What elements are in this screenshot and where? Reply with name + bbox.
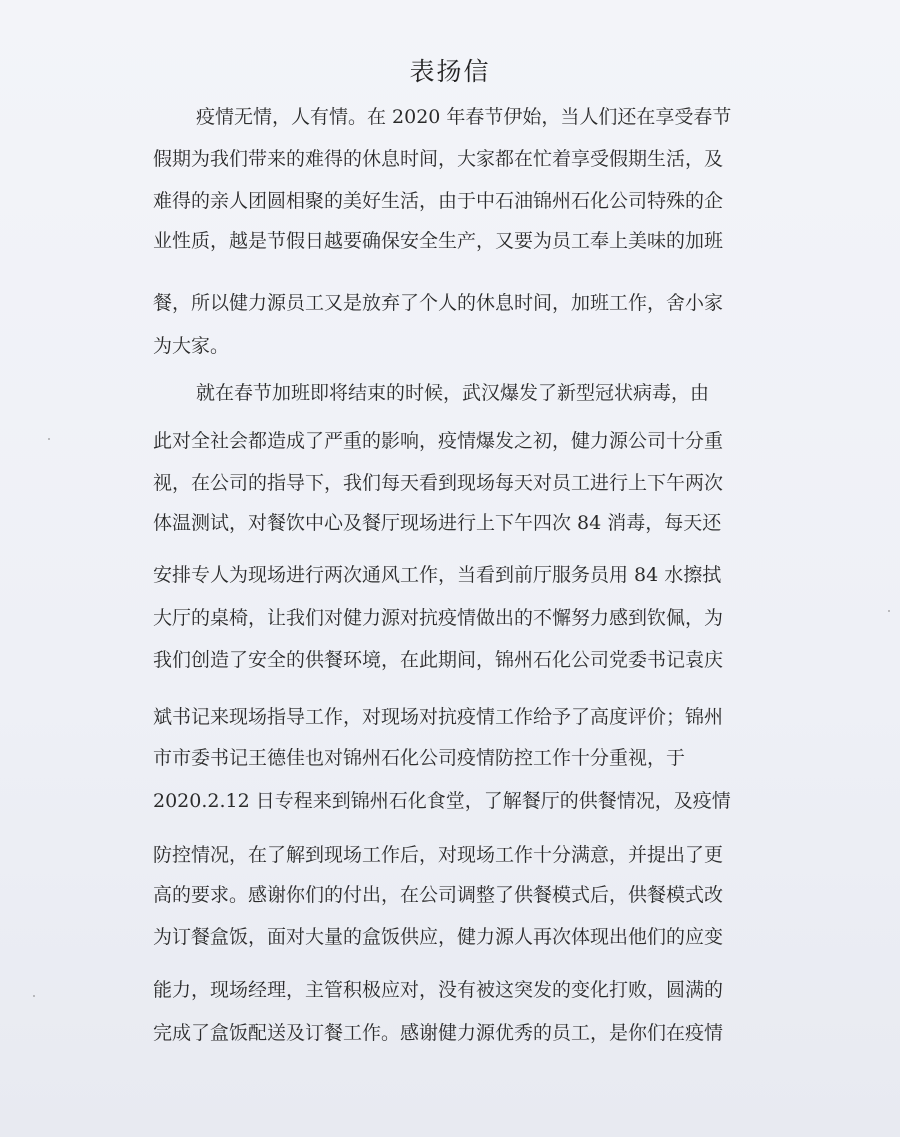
body-line-18: 高的要求。感谢你们的付出，在公司调整了供餐模式后，供餐模式改 xyxy=(153,884,724,906)
body-line-1: 疫情无情，人有情。在 2020 年春节伊始，当人们还在享受春节 xyxy=(196,106,732,128)
scan-speck xyxy=(888,610,890,612)
body-line-19: 为订餐盒饭，面对大量的盒饭供应，健力源人再次体现出他们的应变 xyxy=(153,926,724,948)
letter-title: 表扬信 xyxy=(409,57,491,86)
scan-speck xyxy=(48,438,50,440)
body-line-13: 我们创造了安全的供餐环境，在此期间，锦州石化公司党委书记袁庆 xyxy=(153,649,724,671)
body-line-9: 视，在公司的指导下，我们每天看到现场每天对员工进行上下午两次 xyxy=(153,472,724,494)
body-line-20: 能力，现场经理，主管积极应对，没有被这突发的变化打败，圆满的 xyxy=(153,979,724,1001)
body-line-6: 为大家。 xyxy=(153,335,230,357)
body-line-15: 市市委书记王德佳也对锦州石化公司疫情防控工作十分重视，于 xyxy=(153,747,686,769)
body-line-12: 大厅的桌椅，让我们对健力源对抗疫情做出的不懈努力感到钦佩，为 xyxy=(153,607,724,629)
body-line-17: 防控情况，在了解到现场工作后，对现场工作十分满意，并提出了更 xyxy=(153,844,724,866)
body-line-4: 业性质，越是节假日越要确保安全生产，又要为员工奉上美味的加班 xyxy=(153,230,724,252)
body-line-16: 2020.2.12 日专程来到锦州石化食堂，了解餐厅的供餐情况，及疫情 xyxy=(153,790,731,812)
scan-speck xyxy=(33,995,35,997)
body-line-21: 完成了盒饭配送及订餐工作。感谢健力源优秀的员工，是你们在疫情 xyxy=(153,1022,724,1044)
body-line-10: 体温测试，对餐饮中心及餐厅现场进行上下午四次 84 消毒，每天还 xyxy=(153,512,722,534)
body-line-11: 安排专人为现场进行两次通风工作，当看到前厅服务员用 84 水擦拭 xyxy=(153,564,722,586)
body-line-14: 斌书记来现场指导工作，对现场对抗疫情工作给予了高度评价；锦州 xyxy=(153,706,724,728)
body-line-3: 难得的亲人团圆相聚的美好生活，由于中石油锦州石化公司特殊的企 xyxy=(153,190,724,212)
body-line-7: 就在春节加班即将结束的时候，武汉爆发了新型冠状病毒，由 xyxy=(196,382,710,404)
body-line-5: 餐，所以健力源员工又是放弃了个人的休息时间，加班工作，舍小家 xyxy=(153,292,724,314)
body-line-8: 此对全社会都造成了严重的影响，疫情爆发之初，健力源公司十分重 xyxy=(153,430,724,452)
body-line-2: 假期为我们带来的难得的休息时间，大家都在忙着享受假期生活，及 xyxy=(153,148,724,170)
